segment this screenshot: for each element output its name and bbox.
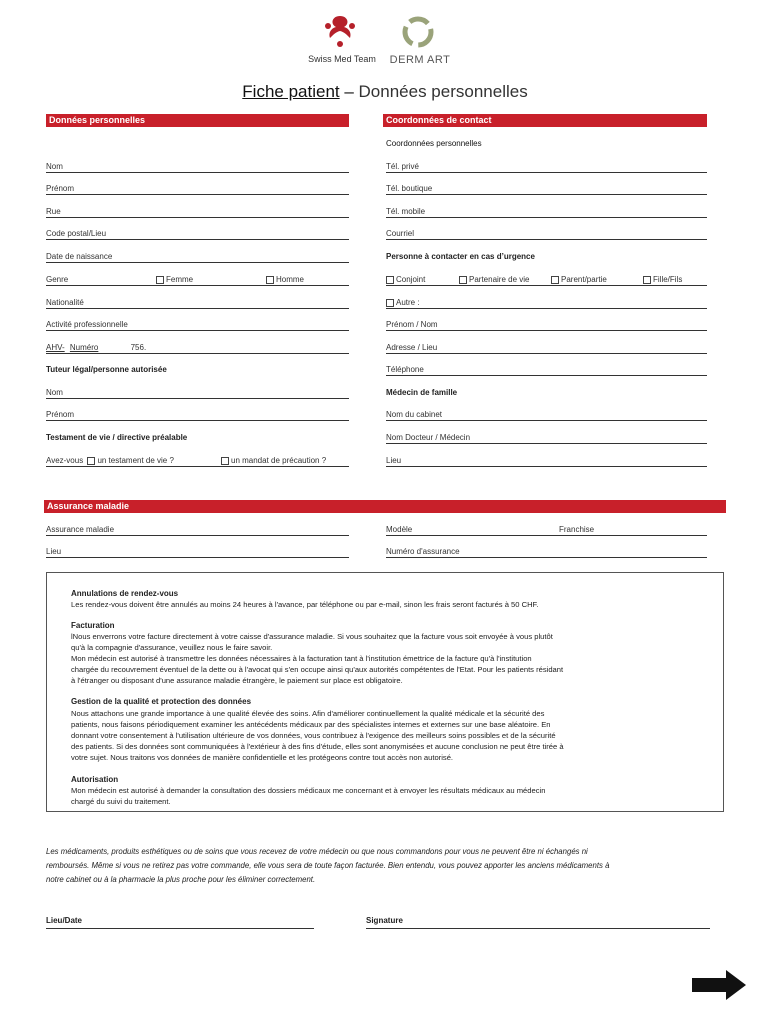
field-urgence-adresse[interactable]: Adresse / Lieu [386,343,707,354]
partenaire-label: Partenaire de vie [469,275,530,284]
coordonnees-personnelles-heading: Coordonnées personnelles [386,139,482,148]
swiss-med-team-text: Swiss Med Team [308,54,376,64]
annulations-text: Les rendez-vous doivent être annulés au moins 24 heures à l'avance, par téléphone ou par e-mail, sinon les frais seront facturés à 50 CHF. [71,600,539,609]
derm-art-text: DERM ART [389,54,451,66]
autre-checkbox[interactable] [386,299,394,307]
femme-label: Femme [166,275,194,284]
fille-label: Fille/Fils [653,275,683,284]
option-mandat[interactable] [221,456,326,466]
field-date-naissance[interactable]: Date de naissance [46,252,349,263]
homme-label: Homme [276,275,305,284]
option-testament[interactable] [87,456,174,465]
note-line-1: Les médicaments, produits esthétiques ou de soins que vous recevez de votre médecin ou que nous commandons pour vous ne peuvent être ni échangés ni [46,847,588,856]
note-line-2: remboursés. Même si vous ne retirez pas votre commande, elle vous sera de toute façon facturée. Bien entendu, vous pouvez apporter les anciens médicaments à [46,861,610,870]
field-ahv[interactable] [46,343,349,354]
facturation-line-3: Mon médecin est autorisé à transmettre les données nécessaires à la facturation tant à l'institution émettrice de la facture qu'à l'institution [71,654,532,663]
qualite-line-4: des patients. Si des données sont communiquées à l'extérieur à des fins d'étude, elles sont anonymisées et aucune conclusion ne peut être tirée à [71,742,564,751]
testament-heading: Testament de vie / directive préalable [46,433,188,442]
field-tel-boutique[interactable]: Tél. boutique [386,184,707,195]
autorisation-line-1: Mon médecin est autorisé à demander la consultation des dossiers médicaux me concernant et à envoyer les résultats médicaux au médecin [71,786,546,795]
partenaire-checkbox[interactable] [459,276,467,284]
facturation-line-5: à l'étranger ou disposant d'une assurance maladie étrangère, le paiement sur place est obligatoire. [71,676,403,685]
swiss-med-team-logo [305,14,375,64]
ahv-numero: Numéro [69,343,99,352]
field-rue[interactable]: Rue [46,207,349,218]
autre-label: Autre : [396,298,420,307]
field-modele[interactable] [386,525,707,536]
option-femme[interactable] [156,275,193,285]
testament-checkbox[interactable] [87,457,95,465]
note-line-3: notre cabinet ou à la pharmacie la plus proche pour les éliminer correctement. [46,875,316,884]
section-bar-assurance: Assurance maladie [44,500,726,513]
field-relation [386,275,707,286]
signature-label: Signature [366,916,403,925]
option-parent[interactable] [551,275,607,285]
field-courriel[interactable]: Courriel [386,229,707,240]
derm-art-logo [385,16,455,66]
field-avez-vous [46,456,349,467]
qualite-line-2: patients, nous faisons périodiquement examiner les antécédents médicaux par des spécialistes internes et externes sur une base aléatoire. En [71,720,551,729]
facturation-line-2: qu'à la compagnie d'assurance, veuillez nous le faire savoir. [71,643,273,652]
field-assurance-lieu[interactable]: Lieu [46,547,349,558]
franchise-label: Franchise [559,525,595,534]
field-nationalite[interactable]: Nationalité [46,298,349,309]
autorisation-line-2: chargé du suivi du traitement. [71,797,171,806]
medecin-heading: Médecin de famille [386,388,458,397]
field-genre [46,275,349,286]
fille-checkbox[interactable] [643,276,651,284]
field-assurance-maladie[interactable]: Assurance maladie [46,525,349,536]
avez-vous-label: Avez-vous [46,456,84,465]
ahv-label: AHV- [46,343,65,352]
conjoint-checkbox[interactable] [386,276,394,284]
title-main: Fiche patient [242,82,340,101]
field-code-postal[interactable]: Code postal/Lieu [46,229,349,240]
field-numero-assurance[interactable]: Numéro d'assurance [386,547,707,558]
modele-label: Modèle [386,525,413,534]
option-conjoint[interactable] [386,275,425,284]
option-fille[interactable] [643,275,682,285]
facturation-line-4: chargée du recouvrement éventuel de la dette ou à l'avocat qui s'en occupe ainsi qu'aux autorités compétentes de l'Etat. Pour les patients résidant [71,665,564,674]
testament-option-label: un testament de vie ? [97,456,174,465]
ahv-prefix: 756. [130,343,147,352]
homme-checkbox[interactable] [266,276,274,284]
qualite-heading: Gestion de la qualité et protection des données [71,697,252,706]
field-autre[interactable] [386,298,707,309]
next-page-arrow-icon[interactable] [692,968,748,1002]
field-docteur[interactable]: Nom Docteur / Médecin [386,433,707,444]
autorisation-heading: Autorisation [71,775,119,784]
field-nom[interactable]: Nom [46,162,349,173]
field-urgence-prenom-nom[interactable]: Prénom / Nom [386,320,707,331]
qualite-line-1: Nous attachons une grande importance à une qualité élevée des soins. Afin d'améliorer continuellement la qualité médicale et la sécurité des [71,709,545,718]
parent-checkbox[interactable] [551,276,559,284]
section-bar-contact: Coordonnées de contact [383,114,707,127]
field-urgence-telephone[interactable]: Téléphone [386,365,707,376]
genre-label: Genre [46,275,69,284]
field-cabinet[interactable]: Nom du cabinet [386,410,707,421]
option-partenaire[interactable] [459,275,529,285]
field-tuteur-nom[interactable]: Nom [46,388,349,399]
annulations-heading: Annulations de rendez-vous [71,589,179,598]
lieu-date-field[interactable] [46,916,314,929]
derm-art-icon [401,16,435,48]
swiss-med-team-icon [320,14,360,48]
facturation-line-1: lNous enverrons votre facture directement à votre caisse d'assurance maladie. Si vous souhaitez que la facture vous soit envoyée à vous plutôt [71,632,553,641]
field-tuteur-prenom[interactable]: Prénom [46,410,349,421]
qualite-line-5: votre sujet. Nous traitons vos données de manière confidentielle et les protégeons contre tout accès non autorisé. [71,753,454,762]
field-activite[interactable]: Activité professionnelle [46,320,349,331]
field-medecin-lieu[interactable]: Lieu [386,456,707,467]
title-dash: – [339,82,359,101]
field-prenom[interactable]: Prénom [46,184,349,195]
lieu-date-label: Lieu/Date [46,916,83,925]
field-tel-mobile[interactable]: Tél. mobile [386,207,707,218]
femme-checkbox[interactable] [156,276,164,284]
tuteur-heading: Tuteur légal/personne autorisée [46,365,167,374]
conjoint-label: Conjoint [396,275,426,284]
qualite-line-3: donnant votre consentement à l'utilisation ultérieure de vos données, vous contribuez à l'exigence des meilleurs soins possibles et de la sécurité [71,731,556,740]
option-homme[interactable] [266,275,304,285]
title-sub: Données personnelles [358,82,528,101]
urgence-heading: Personne à contacter en cas d’urgence [386,252,535,261]
conditions-box [46,572,724,812]
page-title [0,82,770,102]
section-bar-donnees: Données personnelles [46,114,349,127]
field-tel-prive[interactable]: Tél. privé [386,162,707,173]
parent-label: Parent/partie [561,275,607,284]
signature-field[interactable] [366,916,710,929]
facturation-heading: Facturation [71,621,115,630]
mandat-option-label: un mandat de précaution ? [231,456,327,465]
mandat-checkbox[interactable] [221,457,229,465]
